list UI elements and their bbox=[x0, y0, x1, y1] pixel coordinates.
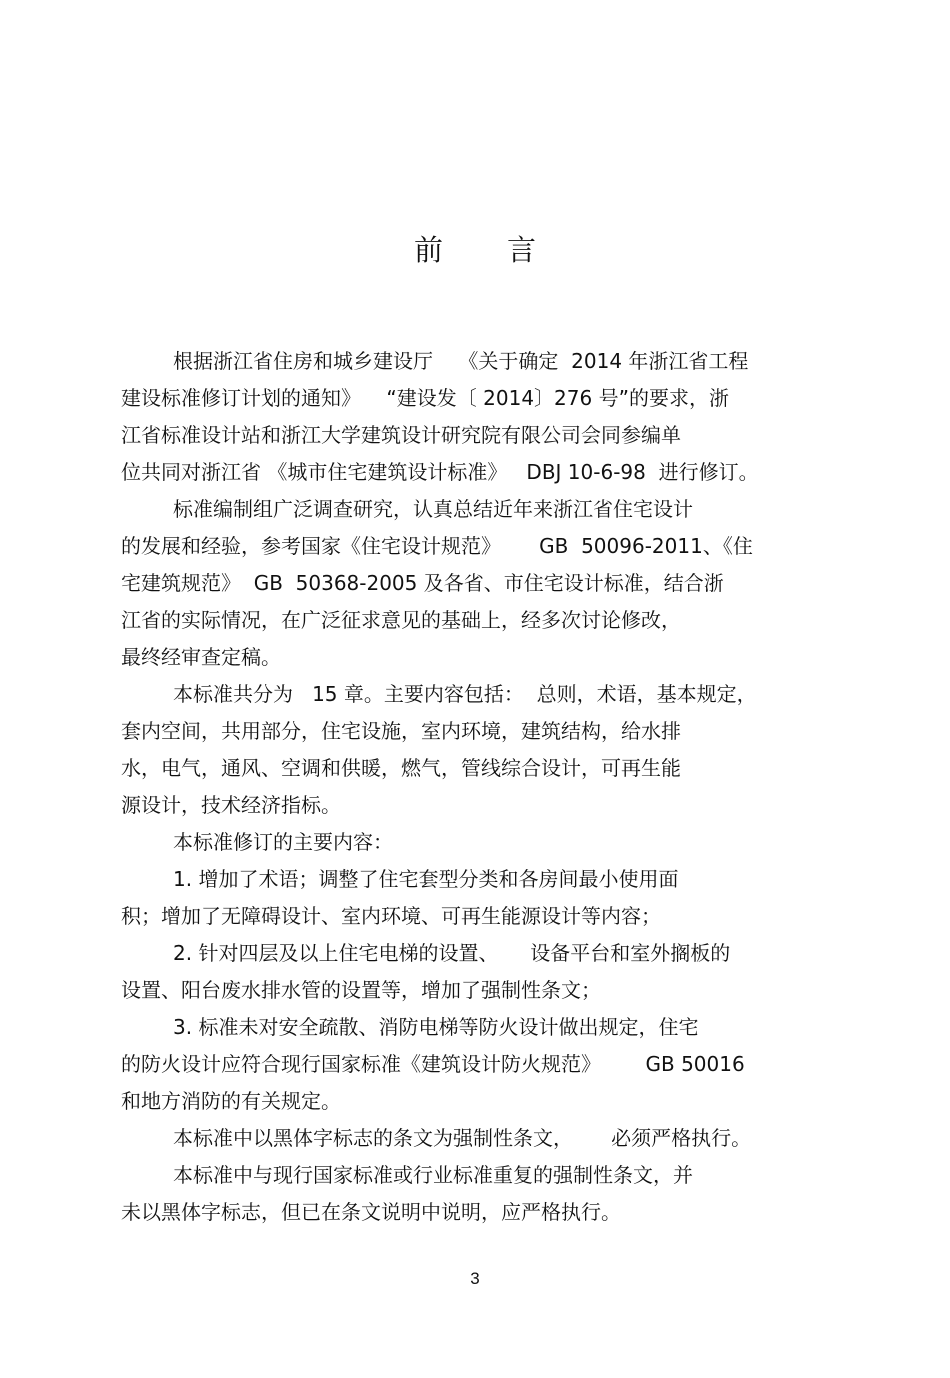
text-line: 宅建筑规范》 GB 50368-2005 及各省、市住宅设计标准，结合浙 bbox=[121, 571, 724, 595]
text-line: 江省的实际情况，在广泛征求意见的基础上，经多次讨论修改， bbox=[121, 608, 681, 632]
text-line: 设置、阳台废水排水管的设置等，增加了强制性条文； bbox=[121, 978, 601, 1002]
text-line: 未以黑体字标志，但已在条文说明中说明，应严格执行。 bbox=[121, 1200, 621, 1224]
text-line: 水，电气，通风、空调和供暖，燃气，管线综合设计，可再生能 bbox=[121, 756, 681, 780]
preface-body bbox=[121, 343, 841, 1231]
page-title bbox=[0, 226, 950, 274]
text-line: 本标准中以黑体字标志的条文为强制性条文， 必须严格执行。 bbox=[173, 1126, 752, 1150]
text-line: 的发展和经验，参考国家《住宅设计规范》 GB 50096-2011、《住 bbox=[121, 534, 753, 558]
page-title-right: 言 bbox=[507, 233, 537, 267]
page-title-left: 前 bbox=[413, 233, 443, 267]
text-line: 位共同对浙江省 《城市住宅建筑设计标准》 DBJ 10-6-98 进行修订。 bbox=[121, 460, 759, 484]
text-line: 本标准共分为 15 章。主要内容包括： 总则，术语，基本规定， bbox=[173, 682, 757, 706]
text-line: 标准编制组广泛调查研究，认真总结近年来浙江省住宅设计 bbox=[173, 497, 693, 521]
text-line: 3. 标准未对安全疏散、消防电梯等防火设计做出规定，住宅 bbox=[173, 1015, 699, 1039]
text-line: 2. 针对四层及以上住宅电梯的设置、 设备平台和室外搁板的 bbox=[173, 941, 731, 965]
text-line: 根据浙江省住房和城乡建设厅 《关于确定 2014 年浙江省工程 bbox=[173, 349, 749, 373]
text-line: 的防火设计应符合现行国家标准《建筑设计防火规范》 GB 50016 bbox=[121, 1052, 745, 1076]
text-line: 最终经审查定稿。 bbox=[121, 645, 281, 669]
text-line: 和地方消防的有关规定。 bbox=[121, 1089, 341, 1113]
text-line: 1. 增加了术语；调整了住宅套型分类和各房间最小使用面 bbox=[173, 867, 679, 891]
text-line: 套内空间，共用部分，住宅设施，室内环境，建筑结构，给水排 bbox=[121, 719, 681, 743]
page-number: 3 bbox=[470, 1269, 480, 1288]
text-line: 江省标准设计站和浙江大学建筑设计研究院有限公司会同参编单 bbox=[121, 423, 681, 447]
text-line: 建设标准修订计划的通知》 “建设发〔 2014〕276 号”的要求，浙 bbox=[121, 386, 729, 410]
text-line: 积；增加了无障碍设计、室内环境、可再生能源设计等内容； bbox=[121, 904, 661, 928]
text-line: 本标准修订的主要内容： bbox=[173, 830, 393, 854]
text-line: 源设计，技术经济指标。 bbox=[121, 793, 341, 817]
text-line: 本标准中与现行国家标准或行业标准重复的强制性条文，并 bbox=[173, 1163, 693, 1187]
